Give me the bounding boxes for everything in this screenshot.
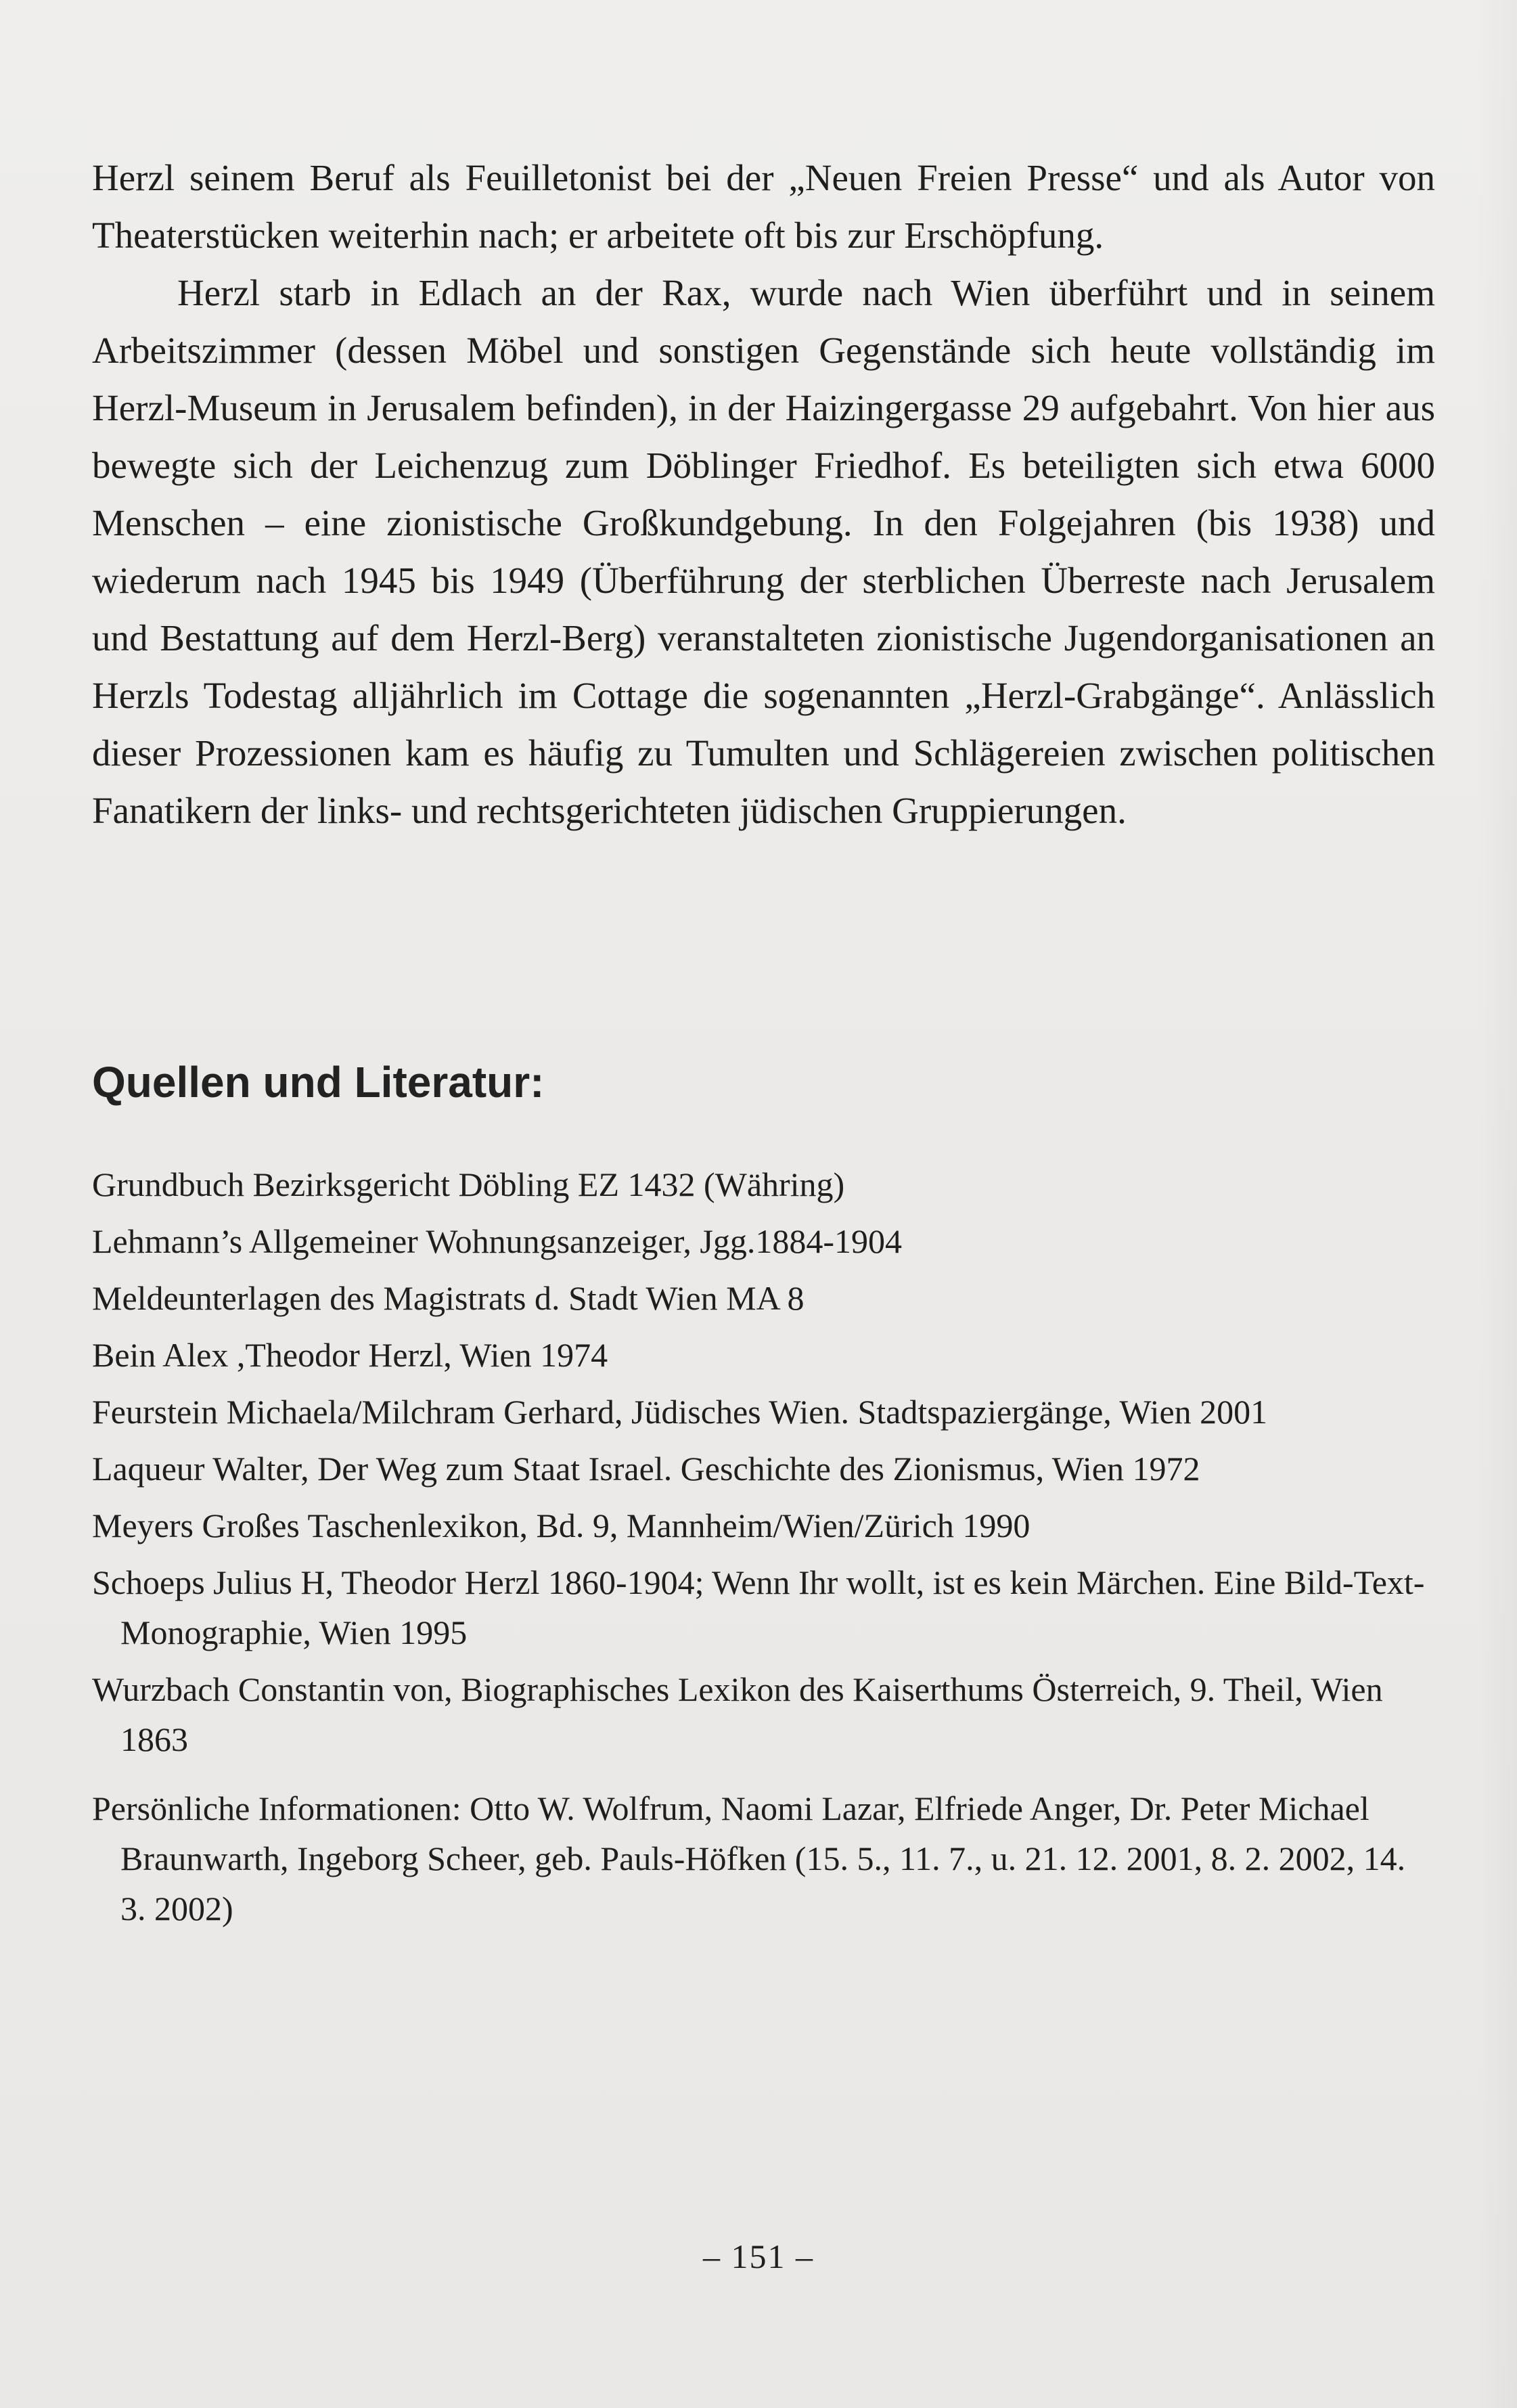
reference-item: Grundbuch Bezirksgericht Döbling EZ 1432 (Währing) <box>92 1165 845 1203</box>
page-edge-shadow <box>1476 0 1517 2408</box>
paragraph-continuation: Herzl seinem Beruf als Feuilletonist bei der „Neuen Freien Presse“ und als Autor von Theaterstücken weiterhin nach; er arbeitete oft bis zur Erschöpfung. <box>92 157 1435 256</box>
reference-item: Wurzbach Constantin von, Biographisches Lexikon des Kaiserthums Österreich, 9. Theil, Wien 1863 <box>92 1670 1383 1758</box>
reference-list <box>92 1159 1435 1940</box>
reference-item: Feurstein Michaela/Milchram Gerhard, Jüdisches Wien. Stadtspaziergänge, Wien 2001 <box>92 1393 1268 1431</box>
reference-item: Schoeps Julius H, Theodor Herzl 1860-1904; Wenn Ihr wollt, ist es kein Märchen. Eine Bild-Text-Monographie, Wien 1995 <box>92 1563 1425 1651</box>
page-number: – 151 – <box>703 2237 814 2275</box>
reference-item: Laqueur Walter, Der Weg zum Staat Israel. Geschichte des Zionismus, Wien 1972 <box>92 1450 1200 1488</box>
reference-item: Meyers Großes Taschenlexikon, Bd. 9, Mannheim/Wien/Zürich 1990 <box>92 1507 1031 1544</box>
paragraph-herzl-death: Herzl starb in Edlach an der Rax, wurde nach Wien überführt und in seinem Arbeitszimmer (dessen Möbel und sonstigen Gegenstände sich heute vollständig im Herzl-Museum in Jerusalem befinden), in der Haizingergasse 29 aufgebahrt. Von hier aus bewegte sich der Leichenzug zum Döblinger Friedhof. Es beteiligten sich etwa 6000 Menschen – eine zionistische Großkundgebung. In den Folgejahren (bis 1938) und wiederum nach 1945 bis 1949 (Überführung der sterblichen Überreste nach Jerusalem und Bestattung auf dem Herzl-Berg) veranstalteten zionistische Jugendorganisationen an Herzls Todestag alljährlich im Cottage die sogenannten „Herzl-Grabgänge“. Anlässlich dieser Prozessionen kam es häufig zu Tumulten und Schlägereien zwischen politischen Fanatikern der links- und rechtsgerichteten jüdischen Gruppierungen. <box>92 272 1435 831</box>
sources-heading: Quellen und Literatur: <box>92 1058 545 1107</box>
reference-item: Lehmann’s Allgemeiner Wohnungsanzeiger, Jgg.1884-1904 <box>92 1222 902 1260</box>
reference-item: Bein Alex ,Theodor Herzl, Wien 1974 <box>92 1336 608 1374</box>
reference-item: Persönliche Informationen: Otto W. Wolfrum, Naomi Lazar, Elfriede Anger, Dr. Peter Michael Braunwarth, Ingeborg Scheer, geb. Pauls-Höfken (15. 5., 11. 7., u. 21. 12. 2001, 8. 2. 2002, 14. 3. 2002) <box>92 1789 1406 1927</box>
body-text <box>92 149 1435 839</box>
reference-item: Meldeunterlagen des Magistrats d. Stadt Wien MA 8 <box>92 1279 805 1317</box>
